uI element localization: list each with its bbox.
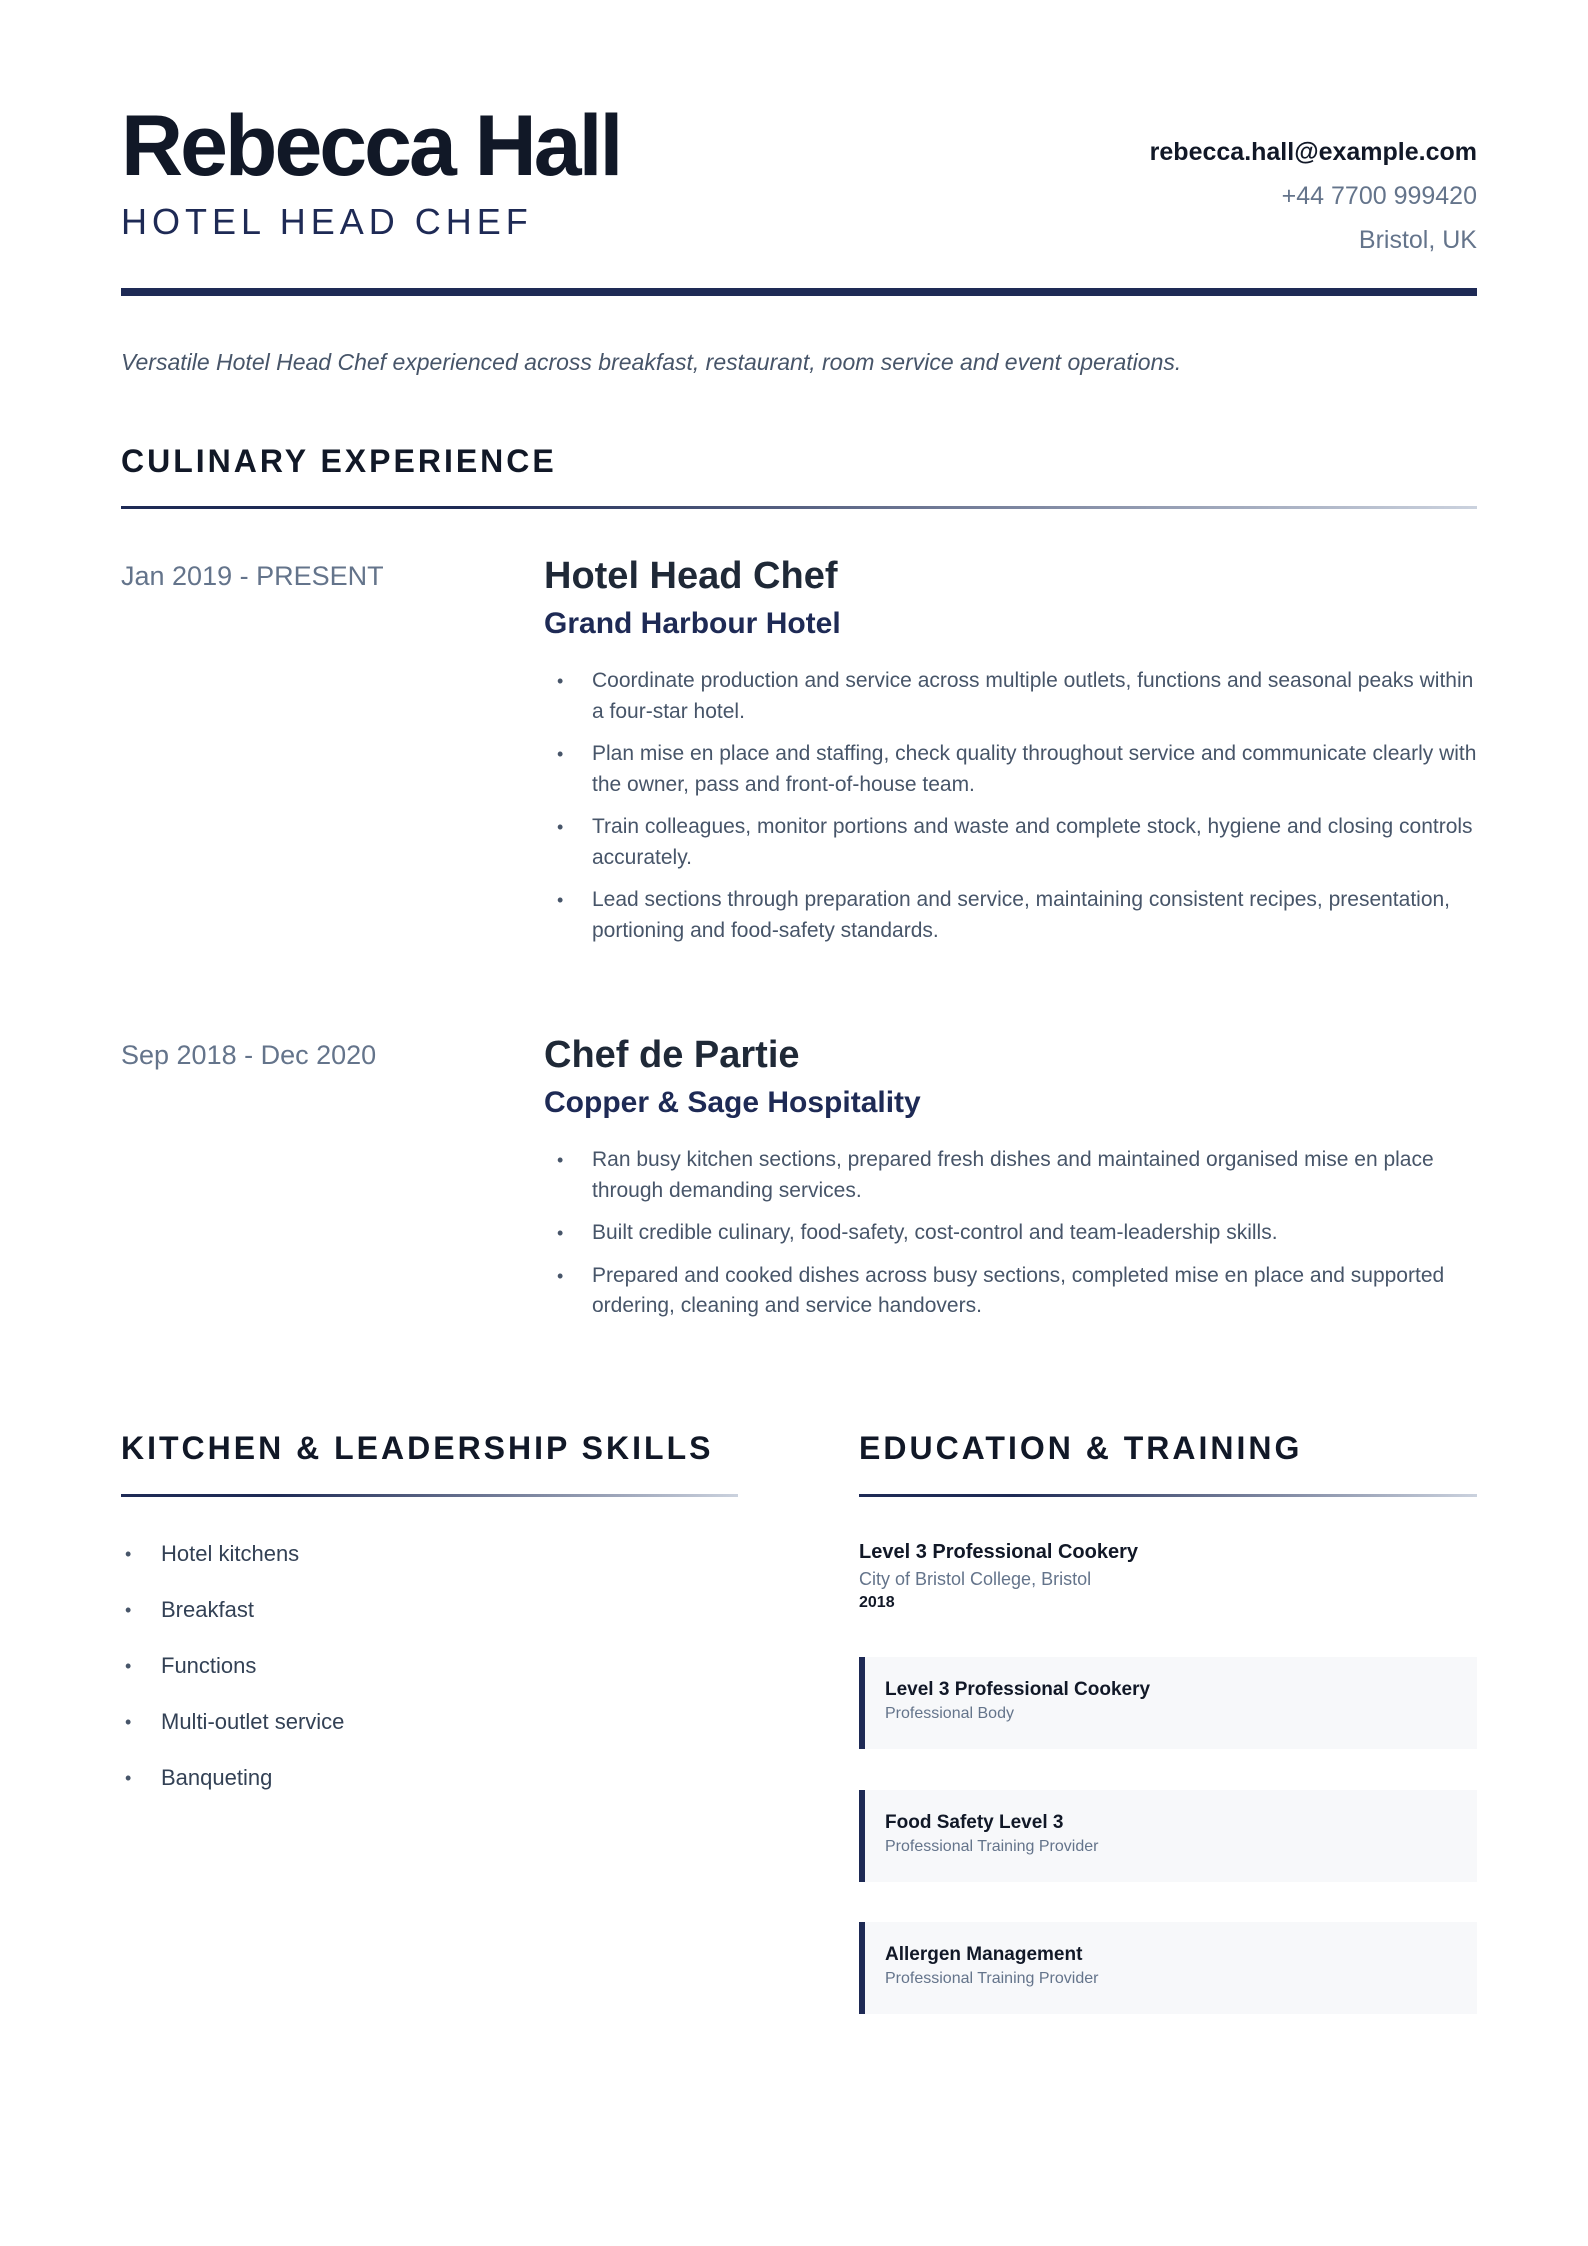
header-divider <box>121 288 1477 296</box>
education-year: 2018 <box>859 1594 895 1611</box>
job-company: Grand Harbour Hotel <box>544 607 841 640</box>
education-degree: Level 3 Professional Cookery <box>859 1541 1139 1563</box>
skills-list <box>121 1538 738 1818</box>
job-bullets <box>544 1145 1477 1334</box>
certification-name: Level 3 Professional Cookery <box>885 1679 1151 1700</box>
job-bullet: • Train colleagues, monitor portions and waste and complete stock, hygiene and closing controls accurately. <box>544 812 1477 873</box>
job-bullets <box>544 666 1477 958</box>
experience-divider <box>121 506 1477 509</box>
certification-name: Food Safety Level 3 <box>885 1812 1064 1833</box>
experience-heading: CULINARY EXPERIENCE <box>121 443 557 479</box>
contact-email[interactable]: rebecca.hall@example.com <box>1149 138 1477 166</box>
job-dates: Sep 2018 - Dec 2020 <box>121 1040 377 1070</box>
contact-block <box>1150 130 1477 262</box>
contact-location: Bristol, UK <box>1358 226 1477 254</box>
certification-provider: Professional Training Provider <box>885 1838 1099 1855</box>
certification-card <box>859 1657 1477 1749</box>
profile-summary: Versatile Hotel Head Chef experienced across breakfast, restaurant, room service and event operations. <box>121 349 1182 375</box>
skills-heading: KITCHEN & LEADERSHIP SKILLS <box>121 1430 714 1466</box>
certification-card <box>859 1790 1477 1882</box>
skill-item: • Breakfast <box>121 1594 738 1650</box>
certification-card <box>859 1922 1477 2014</box>
certification-name: Allergen Management <box>885 1944 1083 1965</box>
job-bullet: • Prepared and cooked dishes across busy sections, completed mise en place and supported ordering, cleaning and service handovers. <box>544 1261 1477 1322</box>
certification-provider: Professional Body <box>885 1705 1014 1722</box>
skill-item: • Multi-outlet service <box>121 1706 738 1762</box>
contact-phone: +44 7700 999420 <box>1281 182 1477 210</box>
job-bullet: • Plan mise en place and staffing, check quality throughout service and communicate clearly with the owner, pass and front-of-house team. <box>544 739 1477 800</box>
education-divider <box>859 1494 1477 1497</box>
job-company: Copper & Sage Hospitality <box>544 1086 921 1119</box>
candidate-name: Rebecca Hall <box>121 98 621 194</box>
education-school: City of Bristol College, Bristol <box>859 1569 1092 1589</box>
skills-divider <box>121 1494 738 1497</box>
skill-item: • Functions <box>121 1650 738 1706</box>
job-dates: Jan 2019 - PRESENT <box>121 561 384 591</box>
resume-header <box>121 96 1477 296</box>
education-heading: EDUCATION & TRAINING <box>859 1430 1303 1466</box>
job-title: Hotel Head Chef <box>544 555 838 597</box>
skill-item: • Hotel kitchens <box>121 1538 738 1594</box>
certification-provider: Professional Training Provider <box>885 1970 1099 1987</box>
job-bullet: • Ran busy kitchen sections, prepared fresh dishes and maintained organised mise en place through demanding services. <box>544 1145 1477 1206</box>
job-bullet: • Lead sections through preparation and service, maintaining consistent recipes, presentation, portioning and food-safety standards. <box>544 885 1477 946</box>
job-bullet: • Built credible culinary, food-safety, cost-control and team-leadership skills. <box>544 1218 1477 1249</box>
candidate-role: HOTEL HEAD CHEF <box>121 201 533 242</box>
education-entry <box>859 1538 1477 1614</box>
job-bullet: • Coordinate production and service across multiple outlets, functions and seasonal peaks within a four-star hotel. <box>544 666 1477 727</box>
skill-item: • Banqueting <box>121 1762 738 1818</box>
job-title: Chef de Partie <box>544 1034 800 1076</box>
